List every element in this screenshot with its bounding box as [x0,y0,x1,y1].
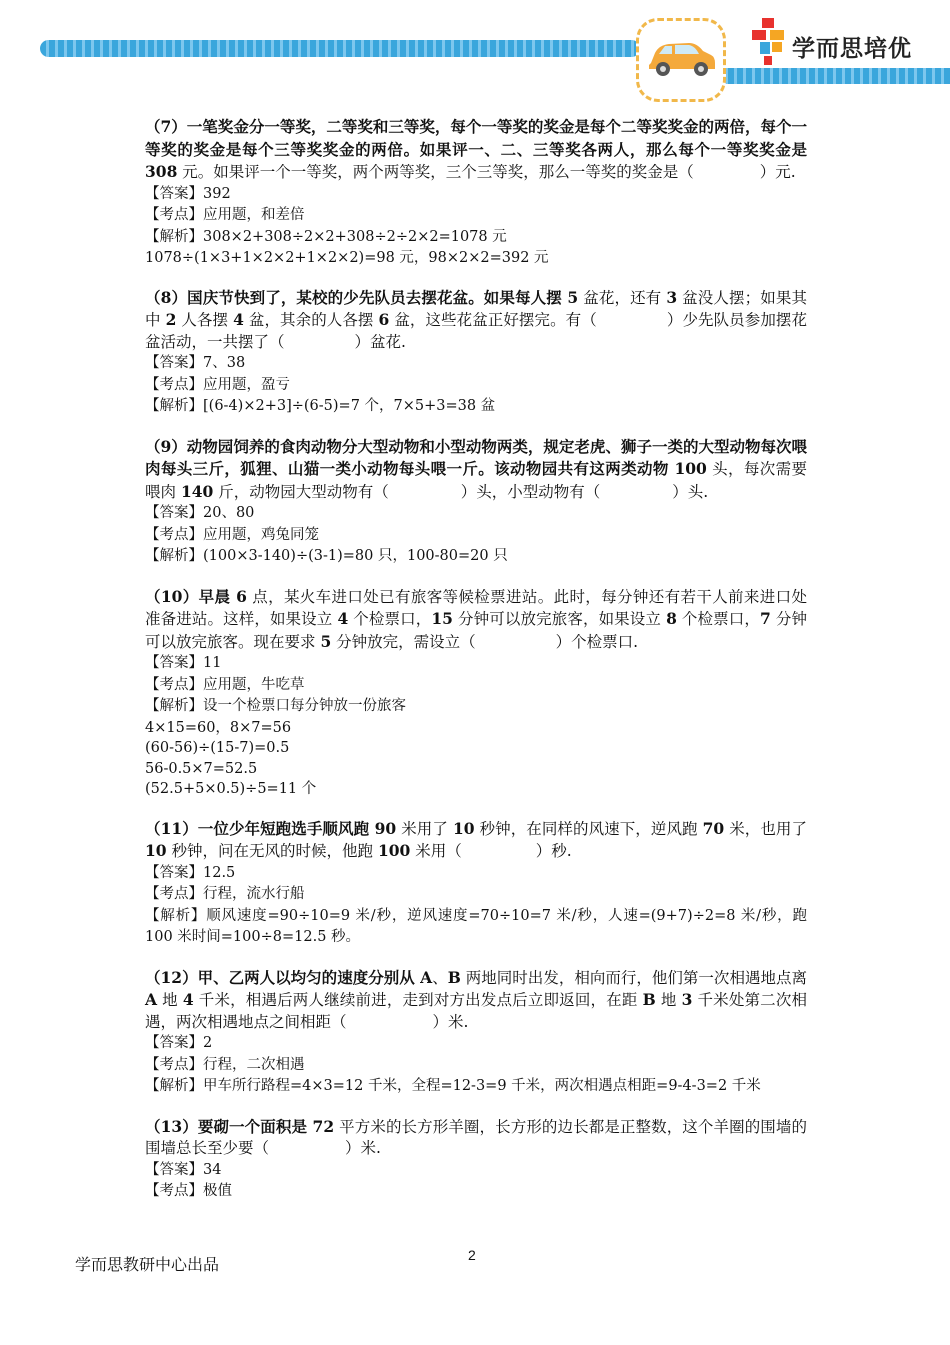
question-13 [145,1116,807,1203]
question-stem: （7）一笔奖金分一等奖，二等奖和三等奖，每个一等奖的奖金是每个二等奖奖金的两倍，每个一等奖的奖金是每个三等奖奖金的两倍。如果评一、二、三等奖各两人，那么每个一等奖奖金是 308 元。如果评一个一等奖，两个两等奖，三个三等奖，那么一等奖的奖金是（ ）元. [145,117,807,181]
point-line: 【考点】应用题，盈亏 [145,376,290,393]
page-header [0,0,950,110]
question-stem: （9）动物园饲养的食肉动物分大型动物和小型动物两类，规定老虎、狮子一类的大型动物每次喂肉每头三斤，狐狸、山猫一类小动物每头喂一斤。该动物园共有这两类动物 100 头，每次需要喂肉 140 斤，动物园大型动物有（ ）头，小型动物有（ ）头. [145,436,807,501]
answer-line: 【答案】2 [145,1035,213,1051]
calc-line: (60-56)÷(15-7)=0.5 [145,740,290,756]
answer-line: 【答案】34 [145,1161,222,1178]
page-number: 2 [468,1247,476,1263]
point-line: 【考点】极值 [145,1183,232,1199]
car-badge [636,18,726,102]
analysis-line: 【解析】甲车所行路程=4×3=12 千米，全程=12-3=9 千米，两次相遇点相距=9-4-3=2 千米 [145,1078,761,1094]
answer-line: 【答案】20、80 [145,505,255,521]
question-7 [145,116,807,269]
point-line: 【考点】应用题，牛吃草 [145,676,305,693]
analysis-line: 【解析】顺风速度=90÷10=9 米/秒，逆风速度=70÷10=7 米/秒，人速=(9+7)÷2=8 米/秒，跑 100 米时间=100÷8=12.5 秒。 [145,907,807,945]
question-stem: （10）早晨 6 点，某火车进口处已有旅客等候检票进站。此时，每分钟还有若干人前来进口处准备进站。这样，如果设立 4 个检票口，15 分钟可以放完旅客，如果设立 8 个检票口，7 分钟可以放完旅客。现在要求 5 分钟放完，需设立（ ）个检票口. [145,586,807,651]
brand-name: 学而思培优 [792,36,912,62]
question-stem: （12）甲、乙两人以均匀的速度分别从 A、B 两地同时出发，相向而行，他们第一次相遇地点离 A 地 4 千米，相遇后两人继续前进，走到对方出发点后立即返回，在距 B 地 3 千米处第二次相遇，两次相遇地点之间相距（ ）米. [145,967,808,1031]
brand-mark-icon [752,18,788,66]
analysis-line: 【解析】308×2+308÷2×2+308÷2÷2×2=1078 元 [145,228,507,245]
answer-line: 【答案】11 [145,655,222,671]
calc-line: (52.5+5×0.5)÷5=11 个 [145,781,317,797]
point-line: 【考点】应用题，和差倍 [145,207,305,223]
calc-line: 1078÷(1×3+1×2×2+1×2×2)=98 元，98×2×2=392 元 [145,250,549,266]
point-line: 【考点】行程，流水行船 [145,886,305,902]
header-ribbon-right [710,68,950,84]
answer-line: 【答案】12.5 [145,864,236,881]
analysis-line: 【解析】(100×3-140)÷(3-1)=80 只，100-80=20 只 [145,548,508,564]
question-12 [145,967,807,1098]
calc-line: 4×15=60，8×7=56 [145,719,292,736]
question-stem: （11）一位少年短跑选手顺风跑 90 米用了 10 秒钟，在同样的风速下，逆风跑 70 米，也用了 10 秒钟，问在无风的时候，他跑 100 米用（ ）秒. [145,818,808,860]
answer-line: 【答案】7、38 [145,355,246,371]
question-9 [145,436,807,568]
point-line: 【考点】应用题，鸡兔同笼 [145,526,319,543]
answer-line: 【答案】392 [145,185,231,202]
analysis-line: 【解析】设一个检票口每分钟放一份旅客 [145,698,406,714]
question-stem: （8）国庆节快到了，某校的少先队员去摆花盆。如果每人摆 5 盆花，还有 3 盆没人摆；如果其中 2 人各摆 4 盆，其余的人各摆 6 盆，这些花盆正好摆完。有（ ）少先队员参加摆花盆活动，一共摆了（ ）盆花. [145,287,807,351]
question-11 [145,818,807,949]
question-stem: （13）要砌一个面积是 72 平方米的长方形羊圈，长方形的边长都是正整数，这个羊圈的围墙的围墙总长至少要（ ）米. [145,1116,807,1157]
header-ribbon [40,40,640,57]
point-line: 【考点】行程，二次相遇 [145,1056,305,1073]
analysis-line: 【解析】[(6-4)×2+3]÷(6-5)=7 个，7×5+3=38 盆 [145,398,496,414]
question-10 [145,586,807,800]
publisher-footer: 学而思教研中心出品 [75,1255,220,1274]
car-icon [645,33,717,83]
question-8 [145,287,807,418]
question-list [145,116,807,1221]
calc-line: 56-0.5×7=52.5 [145,760,258,777]
